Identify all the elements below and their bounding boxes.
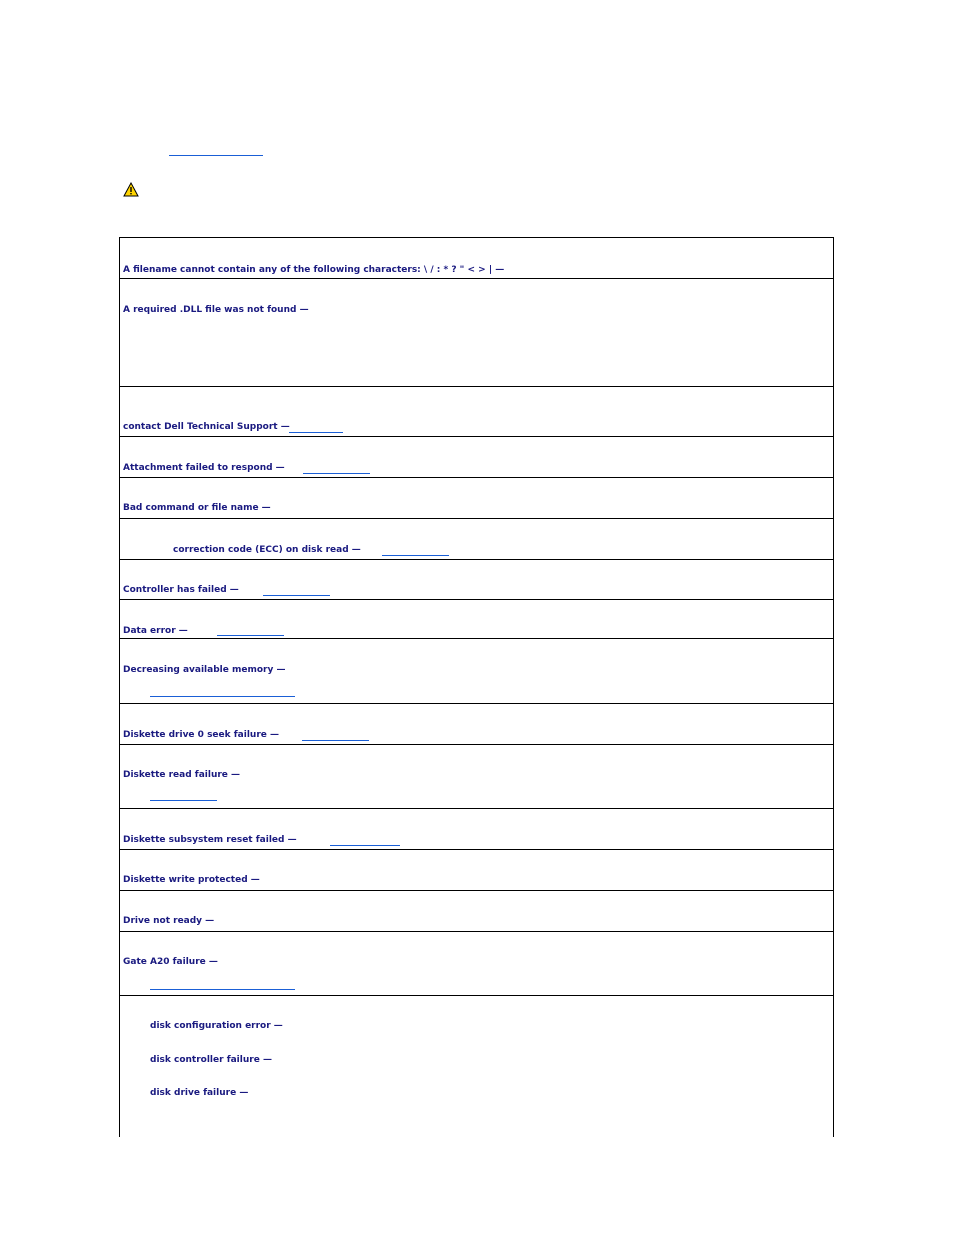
message-term: Diskette read failure — <box>123 770 241 780</box>
message-term: correction code (ECC) on disk read — <box>173 545 361 555</box>
table-row <box>120 519 833 560</box>
message-term: Gate A20 failure — <box>123 957 218 967</box>
message-link[interactable] <box>330 845 400 846</box>
message-link[interactable] <box>150 696 295 697</box>
message-term: Data error — <box>123 626 188 636</box>
message-term: A filename cannot contain any of the following characters: \ / : * ? " < > | — <box>123 265 505 275</box>
message-term: Diskette subsystem reset failed — <box>123 835 297 845</box>
message-term: Bad command or file name — <box>123 503 271 513</box>
message-term: disk drive failure — <box>150 1088 249 1098</box>
table-row <box>120 600 833 639</box>
message-link[interactable] <box>302 740 369 741</box>
message-term: disk controller failure — <box>150 1055 272 1065</box>
error-message-table <box>119 237 834 1137</box>
message-term: Attachment failed to respond — <box>123 463 285 473</box>
message-link[interactable] <box>150 989 295 990</box>
message-term: Diskette drive 0 seek failure — <box>123 730 279 740</box>
message-term: A required .DLL file was not found — <box>123 305 309 315</box>
message-link[interactable] <box>263 595 330 596</box>
message-term: Controller has failed — <box>123 585 239 595</box>
message-link[interactable] <box>217 635 284 636</box>
table-row <box>120 387 833 437</box>
table-row <box>120 478 833 519</box>
table-row <box>120 745 833 809</box>
message-link[interactable] <box>289 432 343 433</box>
table-row <box>120 996 833 1146</box>
message-term: Decreasing available memory — <box>123 665 286 675</box>
table-row <box>120 809 833 850</box>
table-row <box>120 437 833 478</box>
table-row <box>120 850 833 891</box>
table-row <box>120 238 833 279</box>
message-term: Drive not ready — <box>123 916 215 926</box>
message-link[interactable] <box>303 473 370 474</box>
table-row <box>120 891 833 932</box>
message-term: contact Dell Technical Support — <box>123 422 290 432</box>
message-term: Diskette write protected — <box>123 875 260 885</box>
warning-triangle-icon <box>123 182 139 197</box>
message-term: disk configuration error — <box>150 1021 283 1031</box>
table-row <box>120 704 833 745</box>
top-link[interactable] <box>169 145 263 156</box>
table-row <box>120 279 833 387</box>
message-link[interactable] <box>382 555 449 556</box>
message-link[interactable] <box>150 800 217 801</box>
table-row <box>120 932 833 996</box>
table-row <box>120 560 833 600</box>
table-row <box>120 639 833 704</box>
